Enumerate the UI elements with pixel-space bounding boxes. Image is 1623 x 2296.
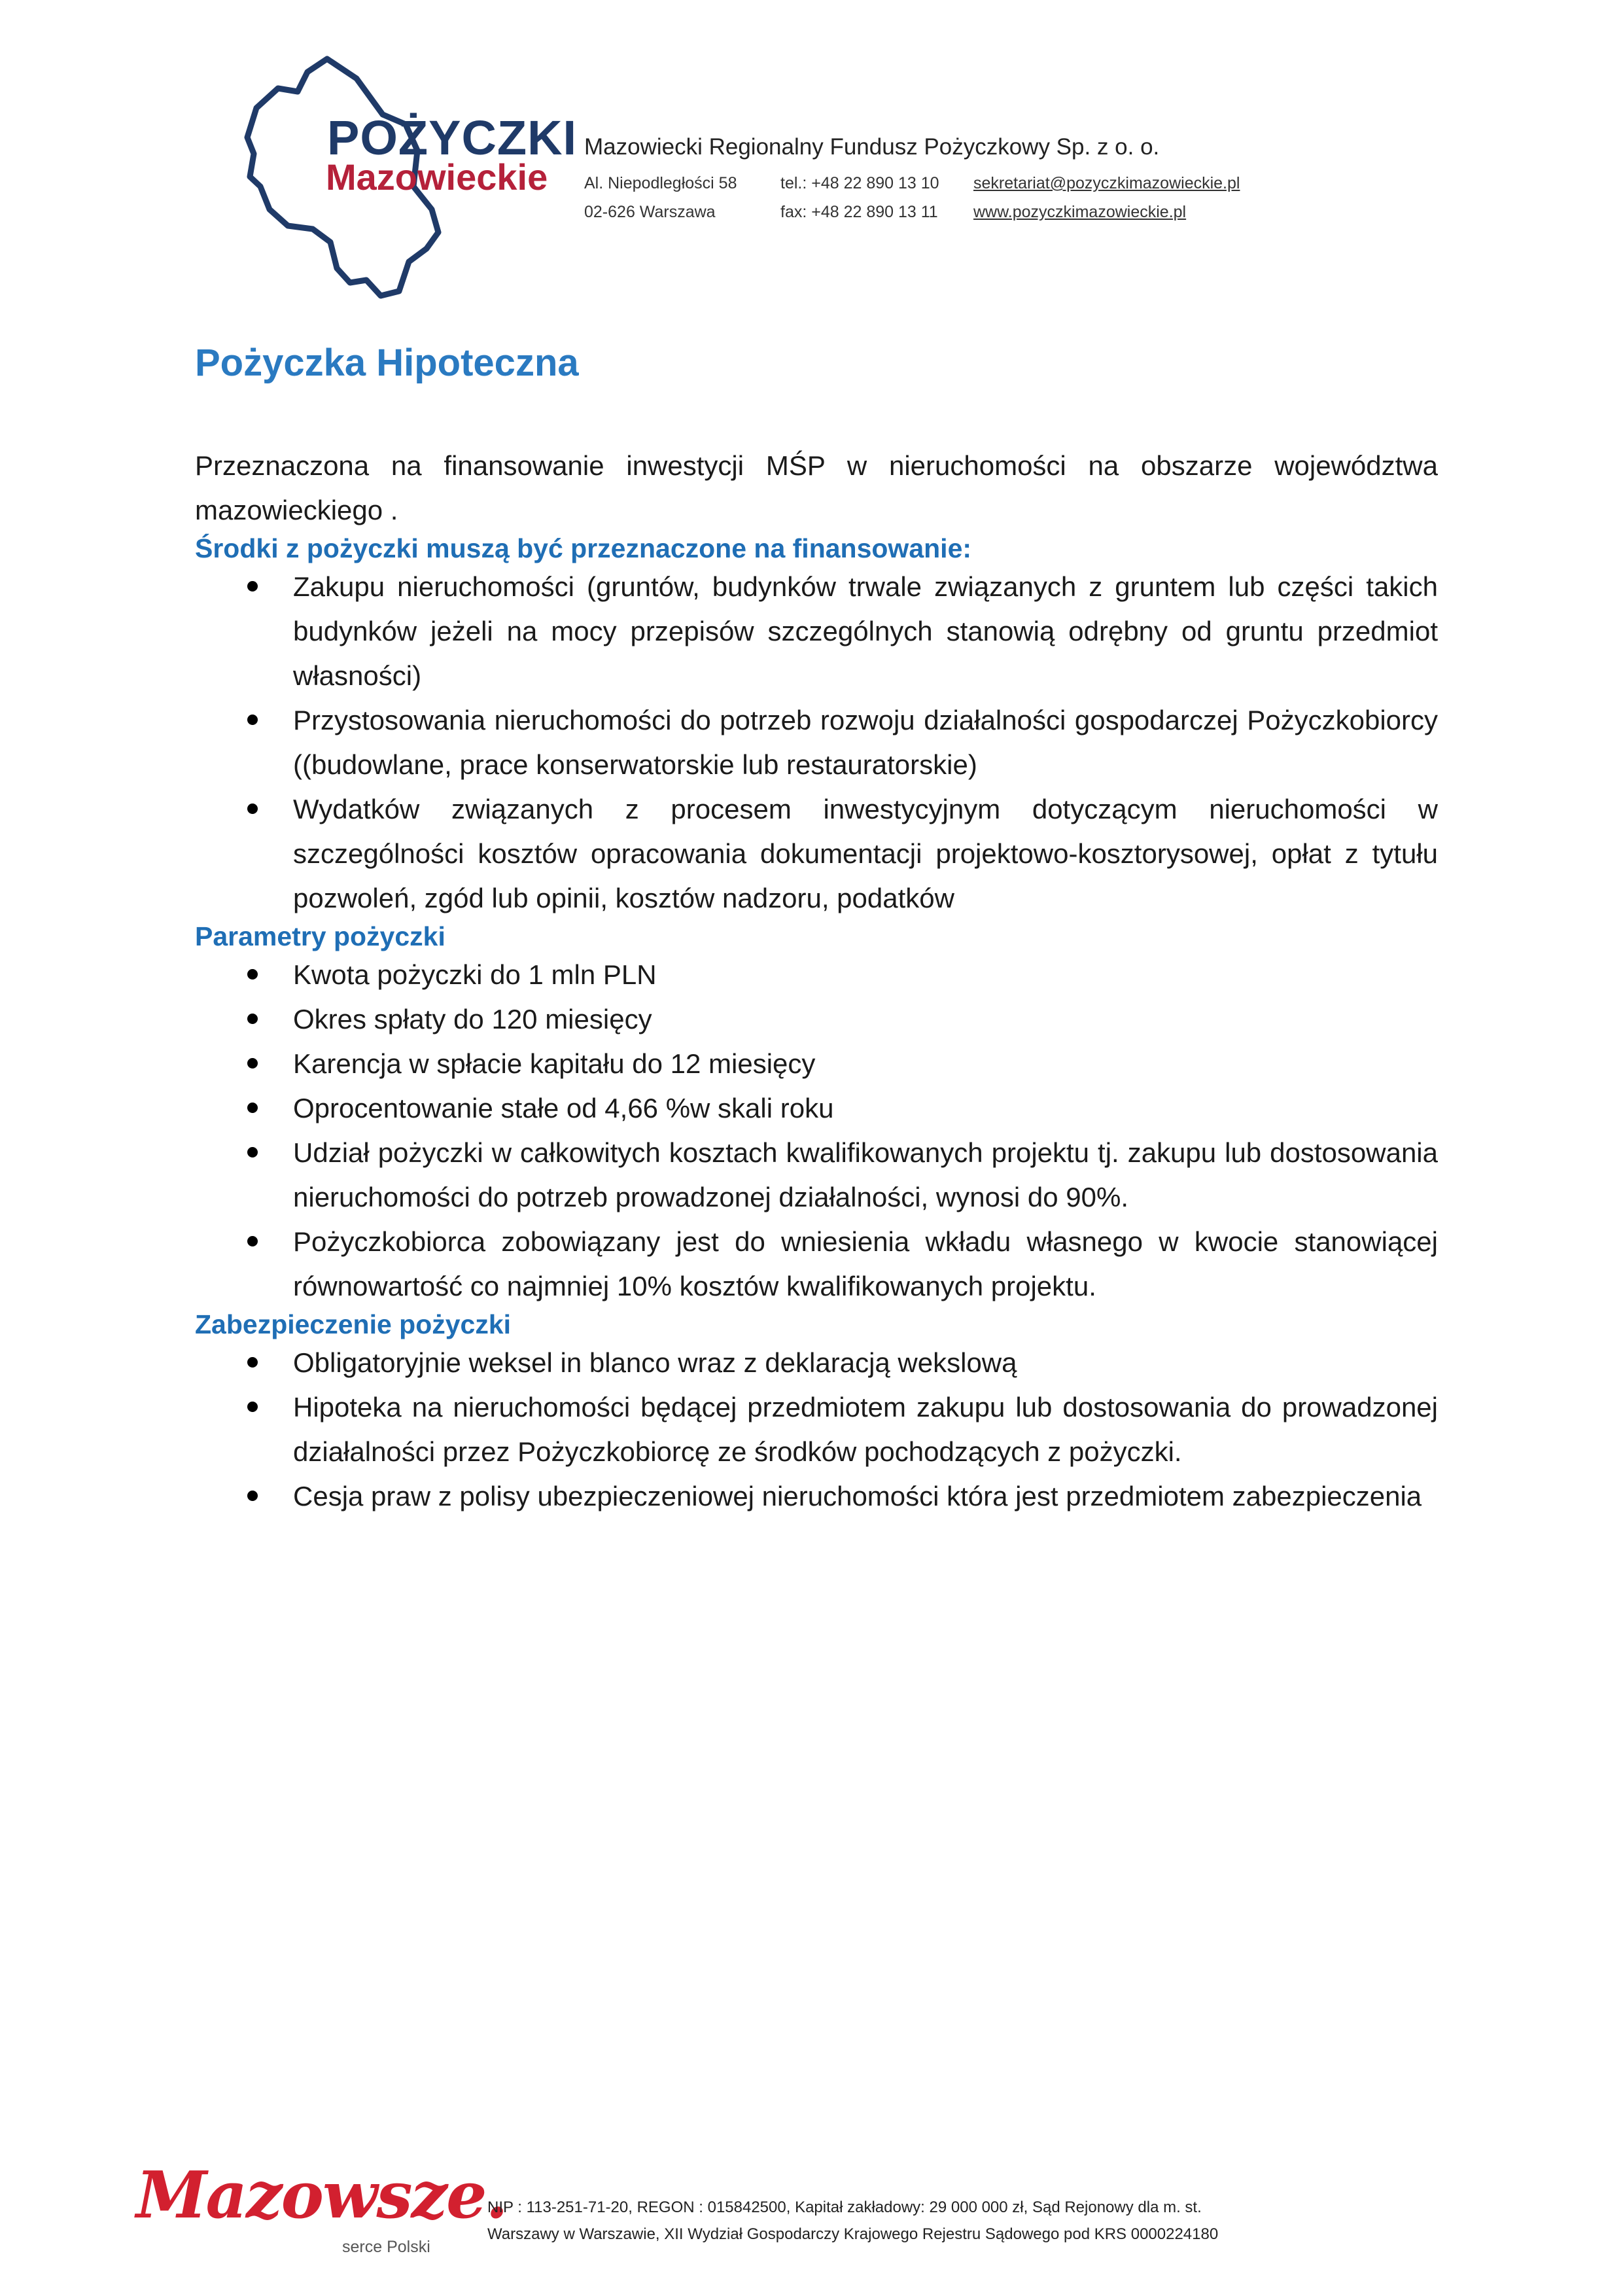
mazowsze-tagline: serce Polski [342, 2238, 430, 2256]
list-item: Kwota pożyczki do 1 mln PLN [195, 953, 1438, 997]
logo-word-pozyczki: POŻYCZKI [327, 111, 578, 165]
address-city: 02-626 Warszawa [584, 203, 716, 221]
bullet-icon [247, 1103, 258, 1113]
financing-list [195, 565, 1438, 921]
document-body [195, 340, 1438, 1519]
list-item: Okres spłaty do 120 miesięcy [195, 997, 1438, 1042]
bullet-icon [247, 969, 258, 980]
section-heading-financing: Środki z pożyczki muszą być przeznaczone na finansowanie: [195, 533, 972, 563]
list-item: Przystosowania nieruchomości do potrzeb rozwoju działalności gospodarczej Pożyczkobiorcy ((budowlane, prace konserwatorskie lub restauratorskie) [195, 698, 1438, 787]
list-item: Cesja praw z polisy ubezpieczeniowej nieruchomości która jest przedmiotem zabezpieczenia [195, 1474, 1438, 1519]
bullet-icon [247, 804, 258, 814]
bullet-icon [247, 581, 258, 592]
list-item: Zakupu nieruchomości (gruntów, budynków trwale związanych z gruntem lub części takich budynków jeżeli na mocy przepisów szczególnych stanowią odrębny od gruntu przedmiot własności) [195, 565, 1438, 698]
email-link[interactable]: sekretariat@pozyczkimazowieckie.pl [973, 174, 1240, 192]
footer-registration-line-2: Warszawy w Warszawie, XII Wydział Gospodarczy Krajowego Rejestru Sądowego pod KRS 0000224180 [487, 2225, 1219, 2243]
document-title: Pożyczka Hipoteczna [195, 342, 579, 384]
security-list [195, 1341, 1438, 1519]
list-item: Udział pożyczki w całkowitych kosztach kwalifikowanych projektu tj. zakupu lub dostosowania nieruchomości do potrzeb prowadzonej działalności, wynosi do 90%. [195, 1131, 1438, 1220]
bullet-icon [247, 1357, 258, 1368]
parameters-list [195, 953, 1438, 1309]
list-item: Wydatków związanych z procesem inwestycyjnym dotyczącym nieruchomości w szczególności kosztów opracowania dokumentacji projektowo-kosztorysowej, opłat z tytułu pozwoleń, zgód lub opinii, kosztów nadzoru, podatków [195, 787, 1438, 921]
list-item: Pożyczkobiorca zobowiązany jest do wniesienia wkładu własnego w kwocie stanowiącej równowartość co najmniej 10% kosztów kwalifikowanych projektu. [195, 1220, 1438, 1309]
bullet-icon [247, 1014, 258, 1024]
intro-paragraph: Przeznaczona na finansowanie inwestycji MŚP w nieruchomości na obszarze województwa mazowieckiego . [195, 450, 1438, 525]
mazowsze-wordmark: Mazowsze. [136, 2158, 507, 2233]
section-heading-security: Zabezpieczenie pożyczki [195, 1309, 512, 1339]
bullet-icon [247, 1236, 258, 1246]
bullet-icon [247, 1491, 258, 1501]
pozyczki-mazowieckie-logo [242, 52, 578, 301]
bullet-icon [247, 1058, 258, 1069]
section-heading-parameters: Parametry pożyczki [195, 921, 445, 951]
mazowsze-logo [136, 2158, 507, 2263]
footer-registration-line-1: NIP : 113-251-71-20, REGON : 015842500, Kapitał zakładowy: 29 000 000 zł, Sąd Rejonowy dla m. st. [487, 2199, 1202, 2216]
phone-number: tel.: +48 22 890 13 10 [780, 174, 939, 192]
website-link[interactable]: www.pozyczkimazowieckie.pl [973, 203, 1187, 221]
list-item: Obligatoryjnie weksel in blanco wraz z deklaracją wekslową [195, 1341, 1438, 1385]
bullet-icon [247, 715, 258, 725]
list-item: Hipoteka na nieruchomości będącej przedmiotem zakupu lub dostosowania do prowadzonej działalności przez Pożyczkobiorcę ze środków pochodzących z pożyczki. [195, 1385, 1438, 1474]
list-item: Karencja w spłacie kapitału do 12 miesięcy [195, 1042, 1438, 1086]
address-street: Al. Niepodległości 58 [584, 174, 737, 192]
bullet-icon [247, 1402, 258, 1412]
company-name: Mazowiecki Regionalny Fundusz Pożyczkowy Sp. z o. o. [584, 134, 1160, 160]
bullet-icon [247, 1147, 258, 1157]
list-item: Oprocentowanie stałe od 4,66 %w skali roku [195, 1086, 1438, 1131]
fax-number: fax: +48 22 890 13 11 [780, 203, 938, 221]
logo-word-mazowieckie: Mazowieckie [326, 156, 548, 198]
